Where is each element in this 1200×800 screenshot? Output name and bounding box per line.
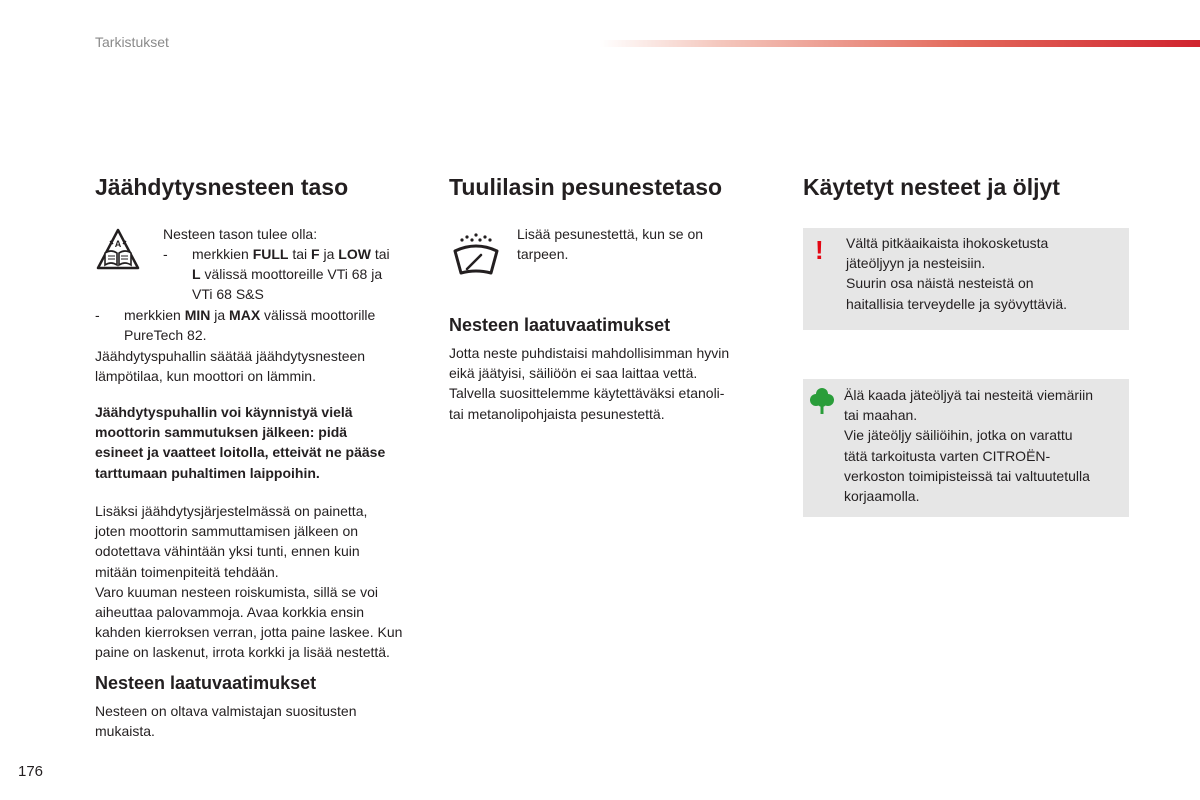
coolant-bullet-1: - merkkien FULL tai F ja LOW tai L välissä moottoreille VTi 68 ja VTi 68 S&S	[163, 246, 390, 303]
max-mark: MAX	[229, 307, 261, 323]
washer-quality-text: Jotta neste puhdistaisi mahdollisimman hyvin eikä jäätyisi, säiliöön ei saa laittaa vettä. Talvella suosittelemme käytettäväksi etanoli- tai metanolipohjaista pesunestettä.	[449, 345, 730, 422]
coolant-quality-subtitle: Nesteen laatuvaatimukset	[95, 673, 317, 693]
bullet-dash: -	[163, 246, 168, 262]
coolant-intro: Nesteen tason tulee olla:	[163, 226, 318, 242]
section-label: Tarkistukset	[95, 34, 169, 50]
coolant-fan-warning: Jäähdytyspuhallin voi käynnistyä vielä moottorin sammutuksen jälkeen: pidä esineet ja vaatteet loitolla, etteivät ne pääse tarttumaan puhaltimen laippoihin.	[95, 404, 386, 481]
coolant-quality-text: Nesteen on oltava valmistajan suositusten mukaista.	[95, 703, 357, 740]
l-mark: L	[192, 266, 201, 283]
washer-title: Tuulilasin pesunestetaso	[449, 174, 723, 200]
warning-box-text: Vältä pitkäaikaista ihokosketusta jäteöljyyn ja nesteisiin. Suurin osa näistä nesteistä on haitallisia terveydelle ja syövyttäviä.	[846, 235, 1067, 312]
coolant-bullet-2: - merkkien MIN ja MAX välissä moottorille PureTech 82.	[95, 307, 376, 344]
svg-text:A: A	[114, 239, 122, 249]
low-mark: LOW	[338, 246, 371, 262]
bullet-dash: -	[95, 307, 100, 323]
exclamation-icon: !	[815, 235, 824, 265]
windscreen-washer-icon	[451, 231, 501, 277]
coolant-pressure-paragraph: Lisäksi jäähdytysjärjestelmässä on painetta, joten moottorin sammuttamisen jälkeen on odotettava vähintään yksi tunti, ennen kuin mitään toimenpiteitä tehdään. Varo kuuman nesteen roiskumista, sillä se voi aiheuttaa palovammoja. Avaa korkkia ensin kahden kierroksen verran, jotta paine laskee. Kun paine on laskenut, irrota korkki ja lisää nestettä.	[95, 503, 403, 661]
full-mark: FULL	[252, 246, 289, 262]
f-mark: F	[311, 246, 320, 262]
washer-quality-subtitle: Nesteen laatuvaatimukset	[449, 315, 671, 335]
coolant-title: Jäähdytysnesteen taso	[95, 174, 349, 200]
environment-box-text: Älä kaada jäteöljyä tai nesteitä viemäriin tai maahan. Vie jäteöljy säiliöihin, jotka on varattu tätä tarkoitusta varten CITROËN- verkoston toimipisteissä tai valtuutetulla korjaamolla.	[844, 387, 1094, 505]
coolant-warning-manual-icon	[95, 227, 141, 271]
washer-intro: Lisää pesunestettä, kun se on tarpeen.	[517, 226, 704, 263]
tree-icon	[810, 387, 834, 415]
used-fluids-title: Käytetyt nesteet ja öljyt	[803, 174, 1060, 200]
header-accent-bar	[600, 40, 1200, 47]
coolant-fan-paragraph: Jäähdytyspuhallin säätää jäähdytysnesteen lämpötilaa, kun moottori on lämmin.	[95, 348, 366, 385]
page-number: 176	[18, 763, 44, 780]
min-mark: MIN	[184, 307, 211, 323]
